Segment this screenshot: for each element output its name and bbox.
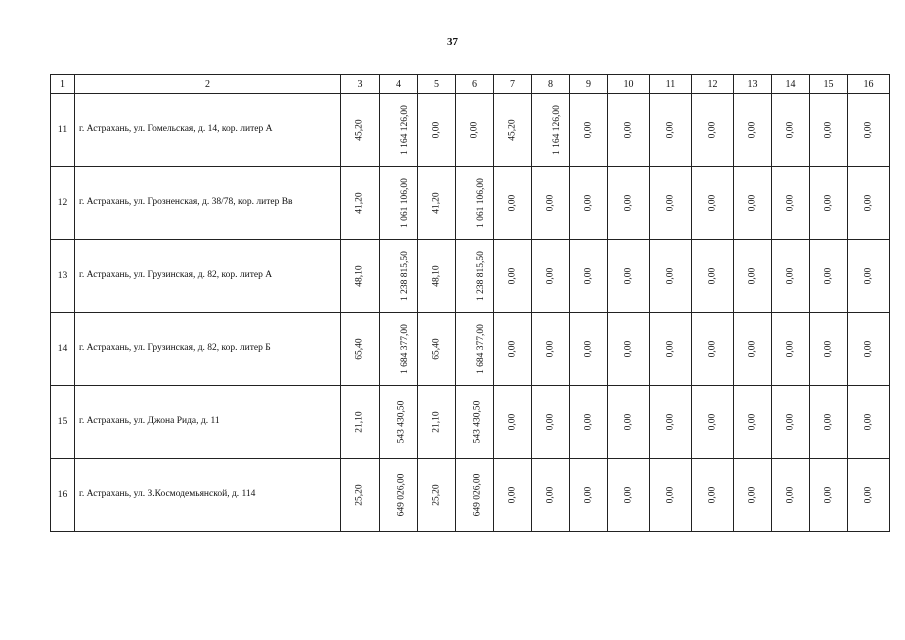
cell-value: 25,20 bbox=[431, 484, 442, 506]
cell-value: 0,00 bbox=[665, 413, 676, 431]
value-cell bbox=[650, 459, 692, 532]
value-cell bbox=[608, 167, 650, 240]
cell-value: 0,00 bbox=[863, 340, 874, 358]
value-cell bbox=[810, 386, 848, 459]
cell-value: 0,00 bbox=[507, 413, 518, 431]
cell-value: 0,00 bbox=[545, 413, 556, 431]
cell-value: 0,00 bbox=[747, 486, 758, 504]
value-cell bbox=[380, 459, 418, 532]
table-body bbox=[51, 94, 890, 532]
cell-value: 0,00 bbox=[583, 267, 594, 285]
value-cell bbox=[810, 313, 848, 386]
value-cell bbox=[380, 167, 418, 240]
cell-value: 41,20 bbox=[355, 192, 365, 214]
column-header: 4 bbox=[380, 75, 418, 94]
cell-value: 649 026,00 bbox=[472, 473, 483, 517]
row-number: 15 bbox=[51, 386, 75, 459]
cell-value: 1 164 126,00 bbox=[399, 105, 410, 155]
value-cell bbox=[380, 94, 418, 167]
value-cell bbox=[341, 167, 380, 240]
value-cell bbox=[734, 386, 772, 459]
value-cell bbox=[380, 240, 418, 313]
cell-value: 1 684 377,00 bbox=[475, 324, 486, 374]
cell-value: 0,00 bbox=[583, 413, 594, 431]
address-cell: г. Астрахань, ул. Джона Рида, д. 11 bbox=[75, 386, 341, 459]
row-number: 14 bbox=[51, 313, 75, 386]
cell-value: 1 164 126,00 bbox=[551, 105, 562, 155]
value-cell bbox=[772, 313, 810, 386]
value-cell bbox=[494, 386, 532, 459]
table-row bbox=[51, 167, 890, 240]
column-header: 16 bbox=[848, 75, 890, 94]
cell-value: 0,00 bbox=[823, 413, 834, 431]
cell-value: 0,00 bbox=[623, 340, 634, 358]
cell-value: 0,00 bbox=[469, 121, 480, 139]
cell-value: 0,00 bbox=[583, 486, 594, 504]
cell-value: 0,00 bbox=[823, 194, 834, 212]
cell-value: 0,00 bbox=[785, 121, 796, 139]
cell-value: 0,00 bbox=[785, 267, 796, 285]
value-cell bbox=[341, 240, 380, 313]
value-cell bbox=[692, 240, 734, 313]
cell-value: 65,40 bbox=[355, 338, 365, 360]
value-cell bbox=[341, 313, 380, 386]
value-cell bbox=[772, 167, 810, 240]
value-cell bbox=[570, 240, 608, 313]
cell-value: 0,00 bbox=[665, 121, 676, 139]
value-cell bbox=[692, 386, 734, 459]
cell-value: 0,00 bbox=[665, 486, 676, 504]
value-cell bbox=[734, 167, 772, 240]
value-cell bbox=[650, 240, 692, 313]
cell-value: 1 061 106,00 bbox=[475, 178, 486, 228]
value-cell bbox=[380, 313, 418, 386]
cell-value: 0,00 bbox=[747, 194, 758, 212]
cell-value: 41,20 bbox=[431, 192, 442, 214]
value-cell bbox=[494, 167, 532, 240]
value-cell bbox=[418, 167, 456, 240]
cell-value: 45,20 bbox=[355, 119, 365, 141]
value-cell bbox=[341, 459, 380, 532]
column-header: 15 bbox=[810, 75, 848, 94]
value-cell bbox=[692, 313, 734, 386]
cell-value: 0,00 bbox=[707, 267, 718, 285]
table-row bbox=[51, 240, 890, 313]
value-cell bbox=[570, 167, 608, 240]
value-cell bbox=[692, 167, 734, 240]
cell-value: 0,00 bbox=[583, 121, 594, 139]
column-header: 13 bbox=[734, 75, 772, 94]
value-cell bbox=[532, 386, 570, 459]
value-cell bbox=[341, 386, 380, 459]
cell-value: 1 684 377,00 bbox=[399, 324, 410, 374]
value-cell bbox=[772, 386, 810, 459]
cell-value: 0,00 bbox=[583, 194, 594, 212]
cell-value: 0,00 bbox=[863, 194, 874, 212]
cell-value: 0,00 bbox=[583, 340, 594, 358]
cell-value: 1 061 106,00 bbox=[399, 178, 410, 228]
value-cell bbox=[848, 240, 890, 313]
cell-value: 25,20 bbox=[355, 484, 365, 506]
value-cell bbox=[494, 94, 532, 167]
cell-value: 0,00 bbox=[823, 121, 834, 139]
value-cell bbox=[418, 240, 456, 313]
column-header: 9 bbox=[570, 75, 608, 94]
value-cell bbox=[608, 313, 650, 386]
cell-value: 0,00 bbox=[863, 267, 874, 285]
value-cell bbox=[848, 313, 890, 386]
cell-value: 0,00 bbox=[507, 267, 518, 285]
value-cell bbox=[772, 94, 810, 167]
cell-value: 0,00 bbox=[785, 340, 796, 358]
value-cell bbox=[570, 386, 608, 459]
value-cell bbox=[380, 386, 418, 459]
cell-value: 0,00 bbox=[747, 121, 758, 139]
cell-value: 21,10 bbox=[355, 411, 365, 433]
cell-value: 0,00 bbox=[863, 121, 874, 139]
value-cell bbox=[456, 167, 494, 240]
value-cell bbox=[532, 94, 570, 167]
value-cell bbox=[734, 94, 772, 167]
value-cell bbox=[532, 240, 570, 313]
value-cell bbox=[810, 94, 848, 167]
column-header: 5 bbox=[418, 75, 456, 94]
value-cell bbox=[608, 240, 650, 313]
page-number: 37 bbox=[447, 36, 458, 48]
value-cell bbox=[418, 94, 456, 167]
row-number: 16 bbox=[51, 459, 75, 532]
cell-value: 48,10 bbox=[431, 265, 442, 287]
cell-value: 0,00 bbox=[785, 194, 796, 212]
table-row bbox=[51, 313, 890, 386]
cell-value: 543 430,50 bbox=[396, 400, 407, 444]
address-cell: г. Астрахань, ул. Грузинская, д. 82, кор. литер Б bbox=[75, 313, 341, 386]
value-cell bbox=[848, 167, 890, 240]
value-cell bbox=[650, 167, 692, 240]
column-header: 10 bbox=[608, 75, 650, 94]
cell-value: 0,00 bbox=[623, 267, 634, 285]
value-cell bbox=[418, 313, 456, 386]
value-cell bbox=[418, 386, 456, 459]
column-header: 2 bbox=[75, 75, 341, 94]
cell-value: 0,00 bbox=[545, 486, 556, 504]
value-cell bbox=[418, 459, 456, 532]
value-cell bbox=[608, 386, 650, 459]
column-header: 1 bbox=[51, 75, 75, 94]
cell-value: 21,10 bbox=[431, 411, 442, 433]
value-cell bbox=[570, 313, 608, 386]
cell-value: 0,00 bbox=[623, 413, 634, 431]
value-cell bbox=[734, 313, 772, 386]
value-cell bbox=[772, 240, 810, 313]
cell-value: 0,00 bbox=[623, 121, 634, 139]
value-cell bbox=[692, 94, 734, 167]
cell-value: 0,00 bbox=[623, 194, 634, 212]
column-header: 8 bbox=[532, 75, 570, 94]
value-cell bbox=[772, 459, 810, 532]
address-cell: г. Астрахань, ул. Грузинская, д. 82, кор. литер А bbox=[75, 240, 341, 313]
cell-value: 45,20 bbox=[507, 119, 518, 141]
cell-value: 0,00 bbox=[863, 413, 874, 431]
value-cell bbox=[532, 459, 570, 532]
header-row bbox=[51, 75, 890, 94]
cell-value: 1 238 815,50 bbox=[399, 251, 410, 301]
address-cell: г. Астрахань, ул. Гомельская, д. 14, кор. литер А bbox=[75, 94, 341, 167]
value-cell bbox=[570, 459, 608, 532]
value-cell bbox=[650, 313, 692, 386]
row-number: 12 bbox=[51, 167, 75, 240]
cell-value: 0,00 bbox=[785, 413, 796, 431]
cell-value: 0,00 bbox=[665, 267, 676, 285]
value-cell bbox=[650, 94, 692, 167]
cell-value: 0,00 bbox=[707, 121, 718, 139]
cell-value: 0,00 bbox=[863, 486, 874, 504]
table-row bbox=[51, 459, 890, 532]
cell-value: 649 026,00 bbox=[396, 473, 407, 517]
value-cell bbox=[734, 459, 772, 532]
cell-value: 0,00 bbox=[545, 340, 556, 358]
cell-value: 0,00 bbox=[823, 486, 834, 504]
value-cell bbox=[532, 167, 570, 240]
table-row bbox=[51, 386, 890, 459]
column-header: 3 bbox=[341, 75, 380, 94]
cell-value: 0,00 bbox=[665, 194, 676, 212]
value-cell bbox=[848, 386, 890, 459]
value-cell bbox=[734, 240, 772, 313]
cell-value: 0,00 bbox=[747, 413, 758, 431]
value-cell bbox=[650, 386, 692, 459]
table-row bbox=[51, 94, 890, 167]
cell-value: 0,00 bbox=[747, 267, 758, 285]
value-cell bbox=[494, 459, 532, 532]
cell-value: 0,00 bbox=[545, 267, 556, 285]
value-cell bbox=[456, 94, 494, 167]
cell-value: 0,00 bbox=[545, 194, 556, 212]
cell-value: 0,00 bbox=[623, 486, 634, 504]
cell-value: 0,00 bbox=[785, 486, 796, 504]
row-number: 11 bbox=[51, 94, 75, 167]
cell-value: 48,10 bbox=[355, 265, 365, 287]
value-cell bbox=[532, 313, 570, 386]
value-cell bbox=[570, 94, 608, 167]
cell-value: 0,00 bbox=[707, 340, 718, 358]
value-cell bbox=[608, 94, 650, 167]
cell-value: 0,00 bbox=[507, 486, 518, 504]
value-cell bbox=[341, 94, 380, 167]
column-header: 7 bbox=[494, 75, 532, 94]
address-cell: г. Астрахань, ул. З.Космодемьянской, д. 114 bbox=[75, 459, 341, 532]
value-cell bbox=[848, 459, 890, 532]
column-header: 12 bbox=[692, 75, 734, 94]
value-cell bbox=[494, 240, 532, 313]
cell-value: 0,00 bbox=[823, 267, 834, 285]
value-cell bbox=[810, 240, 848, 313]
value-cell bbox=[494, 313, 532, 386]
cell-value: 0,00 bbox=[665, 340, 676, 358]
value-cell bbox=[456, 240, 494, 313]
column-header: 11 bbox=[650, 75, 692, 94]
value-cell bbox=[608, 459, 650, 532]
cell-value: 0,00 bbox=[507, 340, 518, 358]
cell-value: 0,00 bbox=[707, 413, 718, 431]
cell-value: 0,00 bbox=[823, 340, 834, 358]
cell-value: 65,40 bbox=[431, 338, 442, 360]
cell-value: 0,00 bbox=[707, 486, 718, 504]
cell-value: 0,00 bbox=[507, 194, 518, 212]
data-table bbox=[50, 74, 890, 532]
value-cell bbox=[810, 459, 848, 532]
address-cell: г. Астрахань, ул. Грозненская, д. 38/78, кор. литер Вв bbox=[75, 167, 341, 240]
cell-value: 0,00 bbox=[747, 340, 758, 358]
cell-value: 0,00 bbox=[707, 194, 718, 212]
column-header: 14 bbox=[772, 75, 810, 94]
value-cell bbox=[692, 459, 734, 532]
cell-value: 0,00 bbox=[431, 121, 442, 139]
value-cell bbox=[456, 386, 494, 459]
value-cell bbox=[456, 459, 494, 532]
value-cell bbox=[456, 313, 494, 386]
value-cell bbox=[848, 94, 890, 167]
cell-value: 543 430,50 bbox=[472, 400, 483, 444]
cell-value: 1 238 815,50 bbox=[475, 251, 486, 301]
value-cell bbox=[810, 167, 848, 240]
row-number: 13 bbox=[51, 240, 75, 313]
column-header: 6 bbox=[456, 75, 494, 94]
